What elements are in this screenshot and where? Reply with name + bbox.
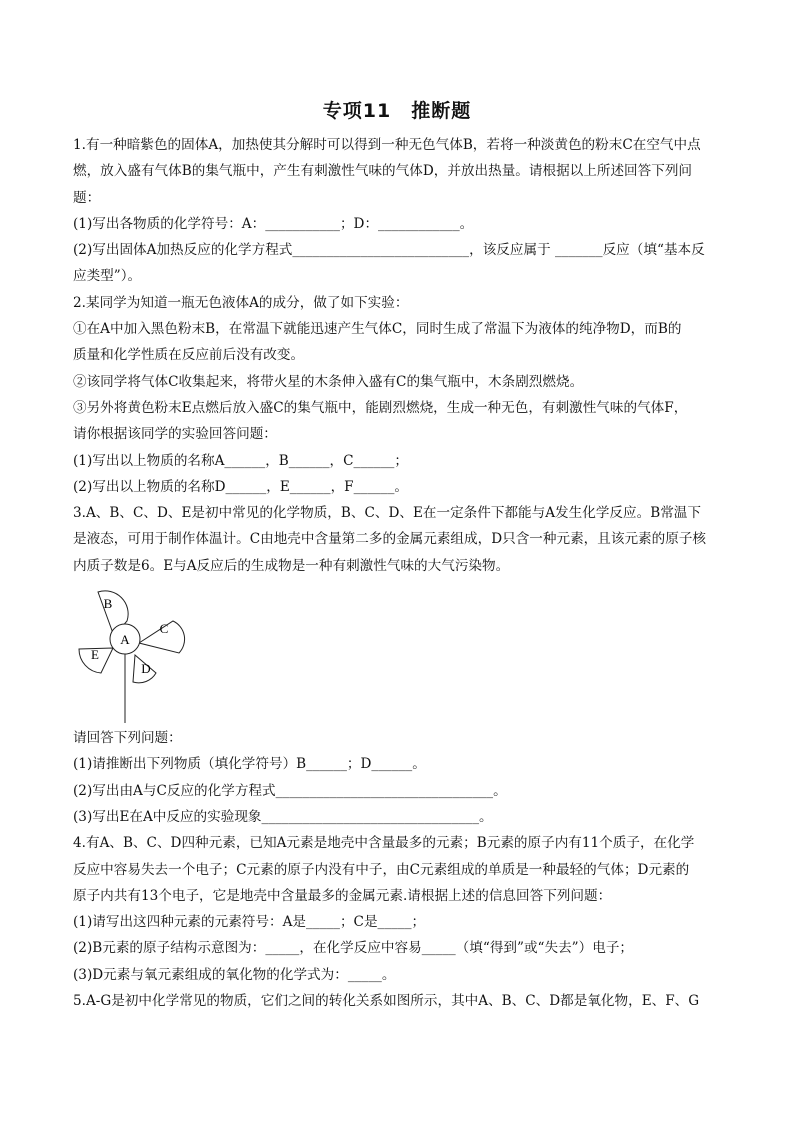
text-line: ②该同学将气体C收集起来，将带火星的木条伸入盛有C的集气瓶中，木条剧烈燃烧。 bbox=[73, 373, 584, 390]
text-line: (3)写出E在A中反应的实验现象________________________________。 bbox=[73, 808, 493, 825]
text-line: 5.A-G是初中化学常见的物质，它们之间的转化关系如图所示，其中A、B、C、D都是氧化物，E、F、G bbox=[73, 993, 700, 1010]
text-line: 2.某同学为知道一瓶无色液体A的成分，做了如下实验： bbox=[73, 294, 409, 311]
text-line: 是液态，可用于制作体温计。C由地壳中含量第二多的金属元素组成，D只含一种元素，且该元素的原子核 bbox=[73, 531, 707, 548]
text-line: (1)写出各物质的化学符号：A：___________；D：____________。 bbox=[73, 215, 474, 232]
text-line: 应类型”）。 bbox=[73, 268, 142, 285]
text-line: 原子内共有13个电子，它是地壳中含量最多的金属元素.请根据上述的信息回答下列问题： bbox=[73, 887, 612, 904]
text-line: 请你根据该同学的实验回答问题： bbox=[73, 426, 277, 443]
text-line: (2)写出固体A加热反应的化学方程式__________________________，该反应属于 _______反应（填“基本反 bbox=[73, 242, 705, 259]
text-line: 质量和化学性质在反应前后没有改变。 bbox=[73, 347, 305, 364]
text-line: 4.有A、B、C、D四种元素，已知A元素是地壳中含量最多的元素；B元素的原子内有11个质子，在化学 bbox=[73, 835, 695, 852]
label-a: A bbox=[120, 632, 130, 648]
text-line: (3)D元素与氧元素组成的氧化物的化学式为：_____。 bbox=[73, 966, 396, 983]
text-block-1 bbox=[73, 132, 723, 579]
text-line: ③另外将黄色粉末E点燃后放入盛C的集气瓶中，能剧烈燃烧，生成一种无色，有刺激性气味的气体F， bbox=[73, 399, 688, 416]
label-e: E bbox=[91, 647, 99, 663]
text-line: 内质子数是6。E与A反应后的生成物是一种有刺激性气味的大气污染物。 bbox=[73, 557, 510, 574]
label-b: B bbox=[103, 596, 113, 612]
text-line: (1)请推断出下列物质（填化学符号）B______；D______。 bbox=[73, 756, 426, 773]
text-block-2 bbox=[73, 725, 723, 1014]
text-line: 3.A、B、C、D、E是初中常见的化学物质，B、C、D、E在一定条件下都能与A发生化学反应。B常温下 bbox=[73, 505, 701, 522]
text-line: (1)写出以上物质的名称A______，B______，C______； bbox=[73, 452, 408, 469]
text-line: (2)写出由A与C反应的化学方程式________________________________。 bbox=[73, 782, 507, 799]
text-line: 请回答下列问题： bbox=[73, 730, 182, 747]
text-line: 题： bbox=[73, 189, 101, 206]
text-line: ①在A中加入黑色粉末B，在常温下就能迅速产生气体C，同时生成了常温下为液体的纯净物D，而B的 bbox=[73, 321, 682, 338]
text-line: 反应中容易失去一个电子；C元素的原子内没有中子，由C元素组成的单质是一种最轻的气体；D元素的 bbox=[73, 861, 690, 878]
text-line: (2)B元素的原子结构示意图为：_____，在化学反应中容易_____（填“得到”或“失去”）电子； bbox=[73, 940, 634, 957]
text-line: (2)写出以上物质的名称D______，E______，F______。 bbox=[73, 478, 408, 495]
text-line: (1)请写出这四种元素的元素符号：A是_____；C是_____； bbox=[73, 914, 426, 931]
page-title: 专项11 推断题 bbox=[322, 100, 472, 122]
document-body bbox=[73, 132, 723, 1014]
label-c: C bbox=[159, 621, 169, 637]
text-line: 燃，放入盛有气体B的集气瓶中，产生有刺激性气味的气体D，并放出热量。请根据以上所述回答下列问 bbox=[73, 163, 693, 180]
pinwheel-diagram bbox=[73, 583, 193, 723]
label-d: D bbox=[141, 661, 151, 677]
text-line: 1.有一种暗紫色的固体A，加热使其分解时可以得到一种无色气体B，若将一种淡黄色的粉末C在空气中点 bbox=[73, 137, 701, 153]
